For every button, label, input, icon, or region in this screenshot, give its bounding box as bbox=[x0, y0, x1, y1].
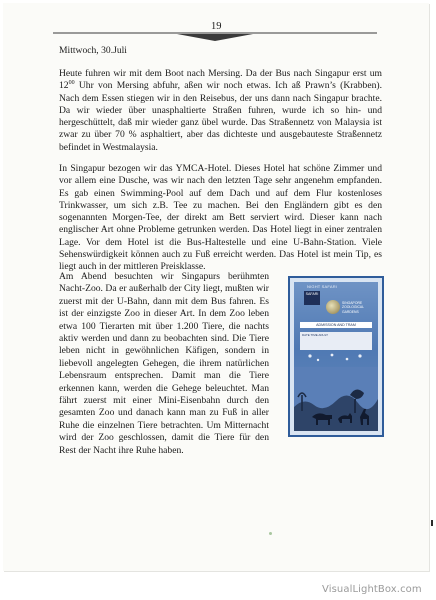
ticket-dots-icon bbox=[302, 352, 370, 364]
ticket-zoo-name: SINGAPORE ZOOLOGICAL GARDENS bbox=[342, 301, 364, 314]
ticket-badge: SAFARI bbox=[304, 291, 320, 305]
paragraph-hotel: In Singapur bezogen wir das YMCA-Hotel. Dieses Hotel hat schöne Zimmer und vor allem eine Dusche, was wir nach den letzten Tage sehr angenehm empfanden. Es gab einen Swimming-Pool auf dem Dach und auf dem Flur kostenloses Trinkwasser, um sich z.B. Tee zu machen. Bei den Engländern gibt es den sogenannten Morgen-Tee, der direkt am Bett serviert wird. Dieser kann nach englischer Art ohne Probleme getrunken werden. Das Hotel liegt in einer zentralen Lage. Vor dem Hotel ist die Bus-Haltestelle und eine U-Bahn-Station. Viele Sehenswürdigkeit können auch zu Fuß erreicht werden. Das Hotel ist mein Tip, es liegt auch in der mittleren Preisklasse. bbox=[59, 163, 382, 273]
ticket-face bbox=[294, 282, 378, 431]
night-safari-ticket-image bbox=[288, 276, 384, 437]
ticket-top-text: NIGHT SAFARI bbox=[307, 284, 338, 289]
stray-mark bbox=[269, 532, 272, 535]
paragraph-boat-trip-text-a: Heute fuhren wir mit dem Boot nach Mersing. Da der Bus nach Singapur erst um 12 bbox=[59, 68, 382, 92]
header-divider bbox=[53, 31, 377, 41]
zoo-logo-icon bbox=[326, 300, 340, 314]
watermark: VisualLightBox.com bbox=[322, 584, 422, 595]
edge-mark bbox=[431, 520, 433, 526]
document-page bbox=[3, 3, 429, 571]
time-superscript: 00 bbox=[68, 80, 75, 87]
entry-date: Mittwoch, 30.Juli bbox=[59, 45, 127, 56]
ticket-fields: DATE TIME ADULT bbox=[300, 332, 372, 350]
page-number: 19 bbox=[211, 21, 222, 32]
paragraph-boat-trip bbox=[59, 68, 382, 154]
night-animals-silhouette-icon bbox=[294, 367, 378, 431]
ticket-admission: ADMISSION AND TRAM bbox=[300, 322, 372, 328]
paragraph-boat-trip-text-b: Uhr von Mersing abfuhr, aßen wir noch etwas. Ich aß Prawn’s (Krabben). Nach dem Essen stiegen wir in den Reisebus, der uns dann nach Singapur brachte. Da wir wieder über unasphaltierte Straßen fuhren, wurde ich so hin- und hergeschüttelt, daß mir wieder ganz übel wurde. Das Straßennetz von Malaysia ist zwar zu über 70 % asphaltiert, aber das dichteste und ausgebauteste Straßennetz befindet in Westmalaysia. bbox=[59, 80, 382, 153]
paragraph-night-zoo: Am Abend besuchten wir Singapurs berühmten Nacht-Zoo. Da er außerhalb der City liegt, mußten wir zuerst mit der U-Bahn, dann mit dem Bus fahren. Es ist der einzigste Zoo in dieser Art. In dem Zoo leben etwa 100 Tierarten mit über 1.200 Tiere, die nachts aktiv werden und dann zu beobachten sind. Die Tiere leben nicht in gewöhnlichen Käfigen, sondern in liebevoll angelegten Gehegen, die ihrem natürlichen Lebensraum entsprechen. Damit man die Tiere erkennen kann, werden die Gehege beleuchtet. Man fährt zuerst mit einer Mini-Eisenbahn durch den gesamten Zoo und danach kann man zu Fuß in aller Ruhe die einzelnen Tiere betrachten. Um Mitternacht wird der Zoo geschlossen, damit die Tiere für den Rest der Nacht ihre Ruhe haben. bbox=[59, 271, 269, 456]
